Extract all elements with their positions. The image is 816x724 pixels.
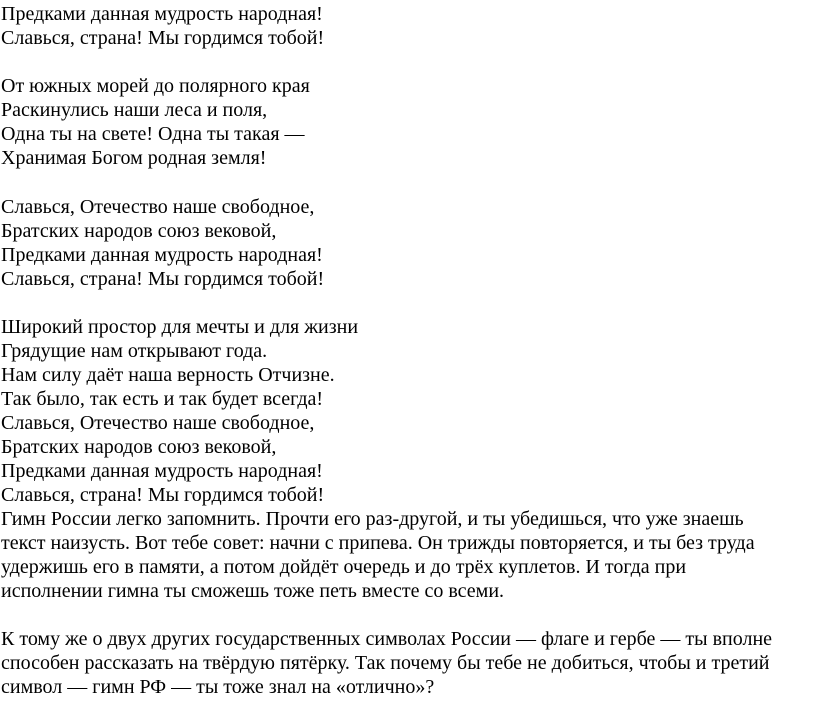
text-line: Хранимая Богом родная земля!: [1, 147, 267, 169]
text-line: Славься, Отечество наше свободное,: [1, 412, 315, 434]
text-line: Одна ты на свете! Одна ты такая —: [1, 123, 305, 145]
text-line: Славься, страна! Мы гордимся тобой!: [1, 268, 325, 290]
text-line: удержишь его в памяти, а потом дойдёт очередь и до трёх куплетов. И тогда при: [1, 556, 687, 578]
text-line: Широкий простор для мечты и для жизни: [1, 316, 359, 338]
text-line: Гимн России легко запомнить. Прочти его раз-другой, и ты убедишься, что уже знаешь: [1, 508, 744, 530]
text-line: символ — гимн РФ — ты тоже знал на «отлично»?: [1, 676, 435, 698]
text-line: Братских народов союз вековой,: [1, 220, 277, 242]
text-line: Раскинулись наши леса и поля,: [1, 99, 268, 121]
text-line: Так было, так есть и так будет всегда!: [1, 388, 324, 410]
text-line: Предками данная мудрость народная!: [1, 3, 323, 25]
text-line: Нам силу даёт наша верность Отчизне.: [1, 364, 335, 386]
text-line: Славься, страна! Мы гордимся тобой!: [1, 484, 325, 506]
text-line: Грядущие нам открывают года.: [1, 340, 268, 362]
text-line: исполнении гимна ты сможешь тоже петь вместе со всеми.: [1, 580, 505, 602]
text-line: Братских народов союз вековой,: [1, 436, 277, 458]
text-line: Славься, Отечество наше свободное,: [1, 196, 315, 218]
text-line: К тому же о двух других государственных символах России — флаге и гербе — ты вполне: [1, 628, 773, 650]
text-line: От южных морей до полярного края: [1, 75, 310, 97]
text-line: Предками данная мудрость народная!: [1, 244, 323, 266]
text-line: текст наизусть. Вот тебе совет: начни с припева. Он трижды повторяется, и ты без труда: [1, 532, 755, 554]
text-line: способен рассказать на твёрдую пятёрку. Так почему бы тебе не добиться, чтобы и третий: [1, 652, 770, 674]
text-line: Славься, страна! Мы гордимся тобой!: [1, 27, 325, 49]
text-line: Предками данная мудрость народная!: [1, 460, 323, 482]
